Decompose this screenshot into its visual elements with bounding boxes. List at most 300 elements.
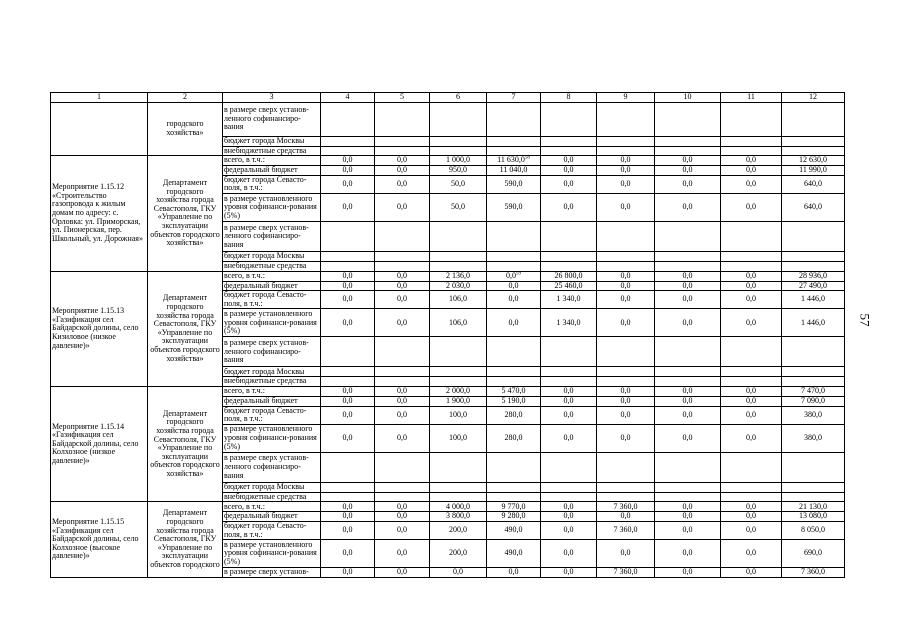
empty-cell xyxy=(721,377,782,387)
value: 7 360,0 xyxy=(613,525,638,535)
source-label: внебюджетные средства xyxy=(223,377,321,387)
value: 0,0 xyxy=(746,317,756,327)
source-label: в размере сверх установ-ленного софинансиро-вания xyxy=(223,221,321,251)
value: 0,0 xyxy=(682,386,693,396)
value-cell xyxy=(541,309,597,337)
value: 0,0 xyxy=(342,281,353,290)
value: 0,0 xyxy=(508,567,519,577)
value-cell xyxy=(487,568,541,578)
value-cell xyxy=(721,396,782,406)
value-cell xyxy=(655,271,721,281)
value: 0,0 xyxy=(620,294,631,304)
value-cell xyxy=(375,175,430,193)
value: 0,0 xyxy=(746,432,756,442)
value-cell xyxy=(782,540,845,568)
value: 0,0 xyxy=(453,567,463,577)
empty-cell xyxy=(597,337,655,367)
value-cell xyxy=(541,540,597,568)
empty-cell xyxy=(721,221,782,251)
source-label: в размере установленного уровня софинанси-рования (5%) xyxy=(223,424,321,452)
empty-cell xyxy=(782,452,845,482)
value-cell xyxy=(721,502,782,512)
value: 0,0 xyxy=(563,396,574,405)
value: 0,0 xyxy=(620,409,631,419)
value: 9 770,0 xyxy=(501,501,526,511)
empty-cell xyxy=(321,452,375,482)
value-cell xyxy=(541,424,597,452)
empty-cell xyxy=(321,337,375,367)
empty-cell xyxy=(430,221,487,251)
value: 0,0 xyxy=(342,432,353,442)
source-row xyxy=(51,386,845,396)
value: 27 490,0 xyxy=(799,281,827,290)
value: 0,0 xyxy=(342,179,353,189)
value-cell xyxy=(321,175,375,193)
value: 0,0 xyxy=(620,179,631,189)
value: 0,0 xyxy=(682,409,693,419)
empty-cell xyxy=(430,367,487,377)
value: 0,0 xyxy=(746,511,756,521)
value: 0,0 xyxy=(620,165,631,175)
value-cell xyxy=(321,193,375,221)
column-number: 12 xyxy=(782,93,845,103)
budget-sheet xyxy=(50,92,845,578)
value-cell xyxy=(782,568,845,578)
value-cell xyxy=(782,156,845,166)
value-cell xyxy=(655,386,721,396)
source-label: бюджет города Москвы xyxy=(223,251,321,261)
value: 9 280,0 xyxy=(501,511,526,521)
empty-cell xyxy=(541,261,597,271)
empty-cell xyxy=(782,482,845,492)
value-cell xyxy=(430,424,487,452)
value-cell xyxy=(721,281,782,291)
source-label: в размере сверх установ- xyxy=(223,568,321,578)
empty-cell xyxy=(782,251,845,261)
value: 0,0 xyxy=(746,548,756,558)
page-number: 57 xyxy=(857,313,873,327)
value: 0,0 xyxy=(620,202,631,212)
empty-cell xyxy=(655,367,721,377)
value: 5 190,0 xyxy=(501,396,526,405)
activity-name: Мероприятие 1.15.12 «Строительство газопровода к жилым домам по адресу: с. Орловка: ул. Приморская, ул. Пионерская, пер. Школьный, ул. Дорожная» xyxy=(51,156,148,271)
empty-cell xyxy=(782,367,845,377)
value: 8 050,0 xyxy=(801,525,825,535)
empty-cell xyxy=(487,377,541,387)
value: 0,0 xyxy=(397,179,407,189)
empty-cell xyxy=(541,452,597,482)
empty-cell xyxy=(321,482,375,492)
value: 200,0 xyxy=(449,548,467,558)
value: 0,0 xyxy=(563,525,574,535)
value-cell xyxy=(430,540,487,568)
value: 11 990,0 xyxy=(799,165,827,175)
empty-cell xyxy=(655,482,721,492)
value: 0,0 xyxy=(746,567,756,577)
value: 0,0 xyxy=(342,501,353,511)
value-cell xyxy=(430,166,487,176)
source-row xyxy=(51,271,845,281)
empty-cell xyxy=(375,482,430,492)
value-cell xyxy=(487,521,541,539)
value-cell xyxy=(321,396,375,406)
value-cell xyxy=(655,175,721,193)
value-cell xyxy=(782,521,845,539)
column-number: 8 xyxy=(541,93,597,103)
empty-cell xyxy=(597,482,655,492)
value: 0,0 xyxy=(397,202,407,212)
empty-cell xyxy=(321,367,375,377)
value: 0,0 xyxy=(508,317,519,327)
value-cell xyxy=(375,406,430,424)
value: 3 800,0 xyxy=(446,511,470,521)
activity-name: Мероприятие 1.15.13 «Газификация сел Байдарской долины, село Кизиловое (низкое давление)» xyxy=(51,271,148,386)
value: 28 936,0 xyxy=(799,271,827,280)
value: 0,0 xyxy=(563,567,574,577)
source-row xyxy=(51,502,845,512)
value: 100,0 xyxy=(449,432,467,442)
value-cell xyxy=(375,309,430,337)
empty-cell xyxy=(541,482,597,492)
value-cell xyxy=(541,521,597,539)
carry-dept-cell: городского хозяйства» xyxy=(148,102,223,156)
value: 50,0 xyxy=(451,202,465,212)
value: 0,0 xyxy=(563,548,574,558)
value: 0,0 xyxy=(397,396,407,405)
value: 0,0 xyxy=(342,525,353,535)
value-cell xyxy=(487,166,541,176)
value: 0,0 xyxy=(397,548,407,558)
value-cell xyxy=(597,396,655,406)
value-cell xyxy=(487,291,541,309)
empty-cell xyxy=(430,261,487,271)
value-cell xyxy=(375,568,430,578)
empty-cell xyxy=(541,251,597,261)
value-cell xyxy=(655,502,721,512)
value: 0,0 xyxy=(342,202,353,212)
empty-cell xyxy=(655,377,721,387)
value-cell xyxy=(655,166,721,176)
value: 200,0 xyxy=(449,525,467,535)
value-cell xyxy=(487,396,541,406)
value-cell xyxy=(321,540,375,568)
value-cell xyxy=(782,271,845,281)
value-cell xyxy=(430,156,487,166)
source-label: бюджет города Севасто-поля, в т.ч.: xyxy=(223,175,321,193)
column-number: 4 xyxy=(321,93,375,103)
value-cell xyxy=(541,175,597,193)
empty-cell xyxy=(321,377,375,387)
value-cell xyxy=(430,386,487,396)
value-cell xyxy=(655,568,721,578)
value: 690,0 xyxy=(804,548,822,558)
empty-cell xyxy=(597,221,655,251)
value-cell xyxy=(721,540,782,568)
value: 0,0 xyxy=(342,511,353,521)
empty-cell xyxy=(597,251,655,261)
value-cell xyxy=(597,166,655,176)
empty-cell xyxy=(721,452,782,482)
value-cell xyxy=(321,386,375,396)
value-cell xyxy=(375,291,430,309)
source-label: всего, в т.ч.: xyxy=(223,271,321,281)
value: 0,0 xyxy=(682,294,693,304)
value-cell xyxy=(375,540,430,568)
column-number: 7 xyxy=(487,93,541,103)
value: 0,0 xyxy=(397,165,407,175)
value-cell xyxy=(375,521,430,539)
value: 0,0 xyxy=(342,165,353,175)
value-cell xyxy=(655,193,721,221)
column-number-row xyxy=(51,93,845,103)
value-cell xyxy=(375,156,430,166)
value: 280,0 xyxy=(504,409,523,419)
value: 0,0 xyxy=(397,386,407,396)
value-cell xyxy=(721,386,782,396)
value: 950,0 xyxy=(449,165,467,175)
value: 0,0 xyxy=(682,271,693,280)
source-label: внебюджетные средства xyxy=(223,261,321,271)
value: 21 130,0 xyxy=(799,501,827,511)
value: 0,0 xyxy=(746,501,756,511)
value-cell xyxy=(655,291,721,309)
value: 0,0 xyxy=(563,511,574,521)
empty-cell xyxy=(655,492,721,502)
source-label: в размере сверх установ-ленного софинансиро-вания xyxy=(223,102,321,136)
value: 0,0 xyxy=(397,432,407,442)
value-cell xyxy=(487,502,541,512)
value-cell xyxy=(321,512,375,522)
value: 590,0 xyxy=(504,179,523,189)
value-cell xyxy=(430,281,487,291)
value-cell xyxy=(721,568,782,578)
empty-cell xyxy=(487,337,541,367)
value-cell xyxy=(782,193,845,221)
value: 26 800,0 xyxy=(554,271,583,280)
value-cell xyxy=(721,271,782,281)
empty-cell xyxy=(321,261,375,271)
empty-cell xyxy=(721,261,782,271)
empty-cell xyxy=(487,221,541,251)
value: 0,0 xyxy=(563,165,574,175)
value-cell xyxy=(597,281,655,291)
value: 106,0 xyxy=(449,317,467,327)
value-cell xyxy=(321,156,375,166)
empty-cell xyxy=(655,221,721,251)
value: 50,0 xyxy=(451,179,465,189)
source-label: всего, в т.ч.: xyxy=(223,156,321,166)
value: 0,0 xyxy=(342,409,353,419)
value: 0,0 xyxy=(746,281,756,290)
column-number: 9 xyxy=(597,93,655,103)
value-cell xyxy=(541,193,597,221)
column-number: 2 xyxy=(148,93,223,103)
source-label: федеральный бюджет xyxy=(223,512,321,522)
value: 0,0 xyxy=(397,567,407,577)
value: 0,0 xyxy=(563,501,574,511)
source-label: бюджет города Москвы xyxy=(223,482,321,492)
empty-cell xyxy=(721,251,782,261)
empty-cell xyxy=(782,261,845,271)
empty-cell xyxy=(541,377,597,387)
value: 0,0 xyxy=(746,271,756,280)
value: 0,0 xyxy=(620,155,631,165)
empty-cell xyxy=(597,452,655,482)
value-cell xyxy=(782,291,845,309)
value-cell xyxy=(597,424,655,452)
value: 0,0 xyxy=(682,317,693,327)
value-cell xyxy=(541,512,597,522)
value: 0,0 xyxy=(342,317,353,327)
value: 0,0 xyxy=(682,511,693,521)
empty-cell xyxy=(541,337,597,367)
empty-cell xyxy=(375,251,430,261)
empty-cell xyxy=(487,261,541,271)
value-cell xyxy=(782,309,845,337)
value-cell xyxy=(487,193,541,221)
source-label: бюджет города Севасто-поля, в т.ч.: xyxy=(223,406,321,424)
empty-cell xyxy=(782,377,845,387)
value: 0,0 xyxy=(682,155,693,165)
empty-cell xyxy=(541,492,597,502)
value-cell xyxy=(782,386,845,396)
value: 1 340,0 xyxy=(556,294,581,304)
empty-cell xyxy=(782,337,845,367)
value: 12 630,0 xyxy=(799,155,827,165)
empty-cell xyxy=(375,221,430,251)
value: 0,0 xyxy=(682,501,693,511)
value: 0,0 xyxy=(508,294,519,304)
value: 0,0 xyxy=(682,548,693,558)
value-cell xyxy=(430,193,487,221)
source-row xyxy=(51,156,845,166)
value: 11 630,0 xyxy=(497,155,525,165)
value: 0,0 xyxy=(397,409,407,419)
value: 0,0 xyxy=(563,202,574,212)
empty-cell xyxy=(375,337,430,367)
empty-cell xyxy=(375,452,430,482)
value-cell xyxy=(597,175,655,193)
empty-cell xyxy=(597,492,655,502)
value: 0,0 xyxy=(620,396,631,405)
source-label: бюджет города Севасто-поля, в т.ч.: xyxy=(223,521,321,539)
value: 13 080,0 xyxy=(799,511,827,521)
value: 0,0 xyxy=(342,386,353,396)
value-cell xyxy=(721,193,782,221)
empty-cell xyxy=(597,367,655,377)
value: 0,0 xyxy=(746,202,756,212)
value: 0,0 xyxy=(397,281,407,290)
value-cell xyxy=(782,424,845,452)
value-cell xyxy=(487,386,541,396)
value-cell xyxy=(487,406,541,424)
value: 0,0 xyxy=(342,548,353,558)
value: 0,0 xyxy=(746,155,756,165)
value-cell xyxy=(655,540,721,568)
responsible-department: Департамент городского хозяйства города Севастополя, ГКУ «Управление по эксплуатации объектов городского хозяйства» xyxy=(148,156,223,271)
value-cell xyxy=(487,424,541,452)
responsible-department: Департамент городского хозяйства города Севастополя, ГКУ «Управление по эксплуатации объектов городского хозяйства» xyxy=(148,271,223,386)
empty-cell xyxy=(541,367,597,377)
value: 0,0 xyxy=(620,317,631,327)
value: 0,0 xyxy=(682,165,693,175)
value-cell xyxy=(721,156,782,166)
value-cell xyxy=(655,406,721,424)
empty-cell xyxy=(321,221,375,251)
value-cell xyxy=(321,271,375,281)
value: 0,0 xyxy=(682,432,693,442)
value: 0,0 xyxy=(397,501,407,511)
value: 0,0 xyxy=(397,511,407,521)
value: 1 900,0 xyxy=(446,396,470,405)
value-cell xyxy=(655,309,721,337)
empty-cell xyxy=(721,337,782,367)
value: 0,0 xyxy=(342,567,353,577)
empty-cell xyxy=(321,251,375,261)
value: 0,0 xyxy=(563,179,574,189)
value: 0,0 xyxy=(682,396,693,405)
empty-cell xyxy=(487,492,541,502)
value-cell xyxy=(487,175,541,193)
value-cell xyxy=(321,309,375,337)
value-cell xyxy=(321,166,375,176)
value: 11 040,0 xyxy=(499,165,528,175)
value-cell xyxy=(321,281,375,291)
value: 0,0 xyxy=(397,525,407,535)
source-label: внебюджетные средства xyxy=(223,492,321,502)
column-number: 10 xyxy=(655,93,721,103)
value: 0,0 xyxy=(746,409,756,419)
empty-cell xyxy=(487,452,541,482)
value-cell xyxy=(655,281,721,291)
value: 0,0 xyxy=(682,567,693,577)
source-label: в размере установленного уровня софинанси-рования (5%) xyxy=(223,193,321,221)
value-cell xyxy=(597,156,655,166)
empty-cell xyxy=(430,377,487,387)
value: 0,0 xyxy=(563,409,574,419)
empty-cell xyxy=(721,492,782,502)
empty-cell xyxy=(487,251,541,261)
empty-cell xyxy=(655,452,721,482)
value-cell xyxy=(487,156,541,166)
value: 0,0 xyxy=(620,386,631,396)
value-cell xyxy=(375,271,430,281)
value-cell xyxy=(321,291,375,309)
value: 0,0 xyxy=(563,432,574,442)
value-cell xyxy=(655,521,721,539)
value-cell xyxy=(721,406,782,424)
empty-cell xyxy=(655,251,721,261)
source-label: всего, в т.ч.: xyxy=(223,386,321,396)
source-label: бюджет города Москвы xyxy=(223,367,321,377)
value: 380,0 xyxy=(804,409,822,419)
value-cell xyxy=(597,502,655,512)
source-label: федеральный бюджет xyxy=(223,281,321,291)
value: 0,0 xyxy=(563,155,574,165)
empty-cell xyxy=(321,492,375,502)
empty-cell xyxy=(541,221,597,251)
value: 0,0 xyxy=(746,386,756,396)
value-cell xyxy=(430,568,487,578)
empty-cell xyxy=(597,377,655,387)
value-cell xyxy=(721,309,782,337)
source-label: федеральный бюджет xyxy=(223,396,321,406)
value-cell xyxy=(487,309,541,337)
value: 640,0 xyxy=(804,202,822,212)
value-cell xyxy=(541,568,597,578)
value: 7 090,0 xyxy=(801,396,825,405)
empty-cell xyxy=(487,482,541,492)
